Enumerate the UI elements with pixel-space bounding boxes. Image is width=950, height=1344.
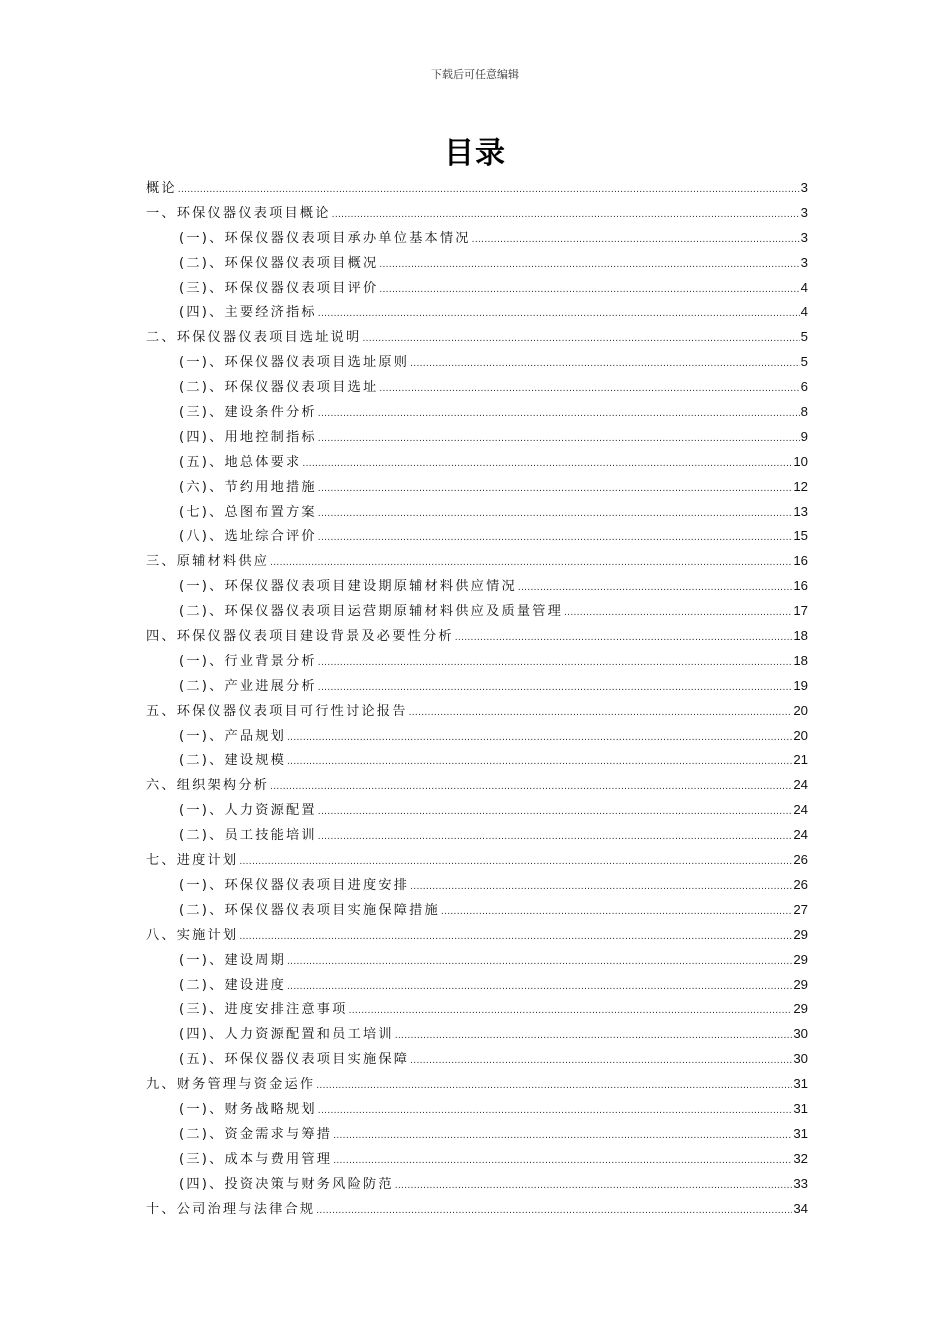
- toc-entry-label: 六、组织架构分析: [146, 778, 270, 794]
- toc-entry-label: (一)、人力资源配置: [179, 803, 317, 819]
- toc-leader-dots: [302, 452, 792, 477]
- toc-leader-dots: [318, 402, 800, 427]
- toc-leader-dots: [379, 253, 799, 278]
- toc-leader-dots: [362, 327, 799, 352]
- toc-entry-page-number: 18: [793, 628, 808, 644]
- toc-entry-page-number: 12: [793, 478, 808, 494]
- toc-entry[interactable]: [146, 848, 808, 873]
- toc-entry-label: (一)、财务战略规划: [179, 1101, 317, 1117]
- toc-entry[interactable]: [146, 549, 808, 574]
- toc-entry-page-number: 24: [793, 802, 808, 818]
- toc-entry-page-number: 24: [793, 777, 808, 793]
- toc-entry-label: (三)、建设条件分析: [179, 405, 317, 421]
- toc-entry-label: 九、财务管理与资金运作: [146, 1077, 316, 1093]
- toc-entry-label: 七、进度计划: [146, 853, 239, 869]
- toc-entry[interactable]: [146, 325, 808, 350]
- toc-leader-dots: [410, 875, 792, 900]
- toc-entry-label: 八、实施计划: [146, 927, 239, 943]
- toc-entry-page-number: 5: [800, 329, 808, 345]
- toc-entry[interactable]: [146, 1172, 808, 1197]
- toc-entry-page-number: 31: [793, 1100, 808, 1116]
- toc-leader-dots: [270, 551, 792, 576]
- toc-entry[interactable]: [146, 624, 808, 649]
- toc-entry[interactable]: [146, 1072, 808, 1097]
- toc-leader-dots: [318, 526, 793, 551]
- toc-leader-dots: [318, 302, 800, 327]
- toc-entry-page-number: 3: [800, 254, 808, 270]
- toc-entry-page-number: 13: [793, 503, 808, 519]
- toc-entry[interactable]: [146, 1047, 808, 1072]
- toc-entry[interactable]: [146, 450, 808, 475]
- toc-leader-dots: [395, 1024, 793, 1049]
- toc-leader-dots: [455, 626, 793, 651]
- toc-entry-page-number: 3: [800, 229, 808, 245]
- toc-entry-label: 二、环保仪器仪表项目选址说明: [146, 330, 362, 346]
- toc-leader-dots: [472, 228, 800, 253]
- toc-entry-label: (五)、地总体要求: [179, 454, 302, 470]
- toc-entry-page-number: 3: [800, 204, 808, 220]
- toc-entry[interactable]: [146, 699, 808, 724]
- toc-entry[interactable]: [146, 300, 808, 325]
- toc-entry-label: (二)、环保仪器仪表项目概况: [179, 255, 379, 271]
- toc-entry-page-number: 29: [793, 976, 808, 992]
- toc-entry-page-number: 27: [793, 901, 808, 917]
- toc-entry[interactable]: [146, 375, 808, 400]
- toc-entry[interactable]: [146, 898, 808, 923]
- toc-leader-dots: [270, 775, 792, 800]
- toc-entry[interactable]: [146, 649, 808, 674]
- toc-leader-dots: [318, 427, 800, 452]
- toc-entry-page-number: 29: [793, 926, 808, 942]
- toc-leader-dots: [410, 1049, 792, 1074]
- toc-entry-page-number: 29: [793, 1001, 808, 1017]
- toc-entry-label: (三)、环保仪器仪表项目评价: [179, 280, 379, 296]
- toc-entry-label: (一)、产品规划: [179, 728, 287, 744]
- toc-entry[interactable]: [146, 1122, 808, 1147]
- toc-leader-dots: [518, 576, 793, 601]
- toc-entry-label: (二)、产业进展分析: [179, 678, 317, 694]
- toc-leader-dots: [318, 651, 793, 676]
- toc-entry-label: (二)、环保仪器仪表项目选址: [179, 380, 379, 396]
- toc-entry-page-number: 21: [793, 752, 808, 768]
- toc-entry[interactable]: [146, 276, 808, 301]
- toc-entry[interactable]: [146, 1147, 808, 1172]
- toc-entry-page-number: 30: [793, 1026, 808, 1042]
- toc-entry[interactable]: [146, 997, 808, 1022]
- toc-entry[interactable]: [146, 674, 808, 699]
- toc-entry-label: (三)、成本与费用管理: [179, 1151, 333, 1167]
- toc-entry-label: (二)、环保仪器仪表项目实施保障措施: [179, 902, 440, 918]
- toc-entry-label: (一)、环保仪器仪表项目进度安排: [179, 877, 410, 893]
- toc-entry-label: (一)、建设周期: [179, 952, 287, 968]
- toc-entry-label: (六)、节约用地措施: [179, 479, 317, 495]
- toc-entry[interactable]: [146, 923, 808, 948]
- toc-entry-page-number: 3: [800, 180, 808, 195]
- toc-leader-dots: [395, 1174, 793, 1199]
- toc-entry-page-number: 33: [793, 1175, 808, 1191]
- toc-entry-page-number: 6: [800, 379, 808, 395]
- toc-entry[interactable]: [146, 599, 808, 624]
- toc-entry[interactable]: [146, 350, 808, 375]
- toc-entry[interactable]: [146, 574, 808, 599]
- toc-leader-dots: [316, 1074, 792, 1099]
- toc-entry-page-number: 30: [793, 1051, 808, 1067]
- toc-leader-dots: [379, 377, 799, 402]
- toc-leader-dots: [287, 950, 792, 975]
- toc-entry[interactable]: [146, 400, 808, 425]
- toc-entry[interactable]: [146, 823, 808, 848]
- toc-entry-page-number: 16: [793, 578, 808, 594]
- toc-entry-page-number: 26: [793, 876, 808, 892]
- toc-leader-dots: [318, 825, 793, 850]
- toc-entry-label: 三、原辅材料供应: [146, 554, 270, 570]
- toc-entry[interactable]: [146, 773, 808, 798]
- toc-entry-label: (一)、环保仪器仪表项目选址原则: [179, 355, 410, 371]
- toc-entry-label: 概论: [146, 181, 177, 196]
- toc-entry[interactable]: [146, 798, 808, 823]
- toc-leader-dots: [349, 999, 793, 1024]
- toc-entry[interactable]: [146, 1097, 808, 1122]
- toc-leader-dots: [333, 1149, 792, 1174]
- toc-entry-page-number: 31: [793, 1125, 808, 1141]
- toc-entry-page-number: 29: [793, 951, 808, 967]
- toc-entry-page-number: 20: [793, 727, 808, 743]
- toc-entry-label: (二)、建设进度: [179, 977, 287, 993]
- toc-leader-dots: [410, 352, 800, 377]
- toc-entry[interactable]: [146, 500, 808, 525]
- toc-leader-dots: [178, 178, 800, 203]
- toc-entry-label: 一、环保仪器仪表项目概论: [146, 205, 331, 221]
- toc-leader-dots: [318, 1099, 793, 1124]
- toc-entry[interactable]: [146, 201, 808, 226]
- toc-leader-dots: [333, 1124, 792, 1149]
- page-title: 目录: [444, 136, 506, 171]
- toc-entry-label: (七)、总图布置方案: [179, 504, 317, 520]
- toc-entry[interactable]: [146, 748, 808, 773]
- toc-leader-dots: [379, 278, 799, 303]
- toc-entry[interactable]: [146, 425, 808, 450]
- toc-entry-label: (一)、环保仪器仪表项目承办单位基本情况: [179, 230, 471, 246]
- toc-leader-dots: [287, 726, 792, 751]
- toc-entry-page-number: 18: [793, 652, 808, 668]
- toc-entry-label: (四)、主要经济指标: [179, 305, 317, 321]
- toc-entry-label: 五、环保仪器仪表项目可行性讨论报告: [146, 703, 408, 719]
- toc-entry-label: (三)、进度安排注意事项: [179, 1002, 348, 1018]
- toc-leader-dots: [318, 502, 793, 527]
- toc-leader-dots: [287, 975, 792, 1000]
- toc-entry-page-number: 19: [793, 677, 808, 693]
- toc-entry-label: (一)、环保仪器仪表项目建设期原辅材料供应情况: [179, 579, 517, 595]
- toc-leader-dots: [441, 900, 792, 925]
- toc-entry-page-number: 17: [793, 603, 808, 619]
- toc-entry-page-number: 10: [793, 453, 808, 469]
- toc-entry[interactable]: [146, 1197, 808, 1222]
- toc-entry-label: (一)、行业背景分析: [179, 653, 317, 669]
- toc-leader-dots: [316, 1199, 792, 1224]
- toc-leader-dots: [409, 701, 793, 726]
- toc-entry-label: 十、公司治理与法律合规: [146, 1201, 316, 1217]
- toc-entry[interactable]: [146, 176, 808, 201]
- toc-entry[interactable]: [146, 724, 808, 749]
- toc-entry-label: (四)、人力资源配置和员工培训: [179, 1027, 394, 1043]
- toc-entry-page-number: 8: [800, 404, 808, 420]
- toc-entry-page-number: 32: [793, 1150, 808, 1166]
- toc-entry-page-number: 34: [793, 1200, 808, 1216]
- toc-leader-dots: [287, 750, 792, 775]
- toc-entry[interactable]: [146, 973, 808, 998]
- toc-entry-page-number: 31: [793, 1076, 808, 1092]
- toc-entry-page-number: 15: [793, 528, 808, 544]
- toc-entry-page-number: 20: [793, 702, 808, 718]
- toc-entry-label: (二)、员工技能培训: [179, 828, 317, 844]
- toc-entry[interactable]: [146, 251, 808, 276]
- toc-entry[interactable]: [146, 475, 808, 500]
- toc-leader-dots: [564, 601, 792, 626]
- toc-entry-label: (四)、投资决策与财务风险防范: [179, 1176, 394, 1192]
- table-of-contents: [146, 176, 808, 1221]
- toc-entry-label: (八)、选址综合评价: [179, 529, 317, 545]
- toc-entry-label: (五)、环保仪器仪表项目实施保障: [179, 1052, 410, 1068]
- toc-entry[interactable]: [146, 873, 808, 898]
- toc-entry-label: (四)、用地控制指标: [179, 429, 317, 445]
- toc-entry-page-number: 16: [793, 553, 808, 569]
- page-header: 下载后可任意编辑: [431, 68, 519, 81]
- toc-entry-page-number: 26: [793, 852, 808, 868]
- toc-entry-page-number: 4: [800, 279, 808, 295]
- toc-entry-page-number: 4: [800, 304, 808, 320]
- toc-entry-label: (二)、环保仪器仪表项目运营期原辅材料供应及质量管理: [179, 604, 563, 620]
- toc-entry[interactable]: [146, 948, 808, 973]
- toc-entry-page-number: 24: [793, 827, 808, 843]
- toc-entry-page-number: 5: [800, 354, 808, 370]
- toc-entry-label: (二)、资金需求与筹措: [179, 1126, 333, 1142]
- toc-leader-dots: [239, 925, 792, 950]
- toc-leader-dots: [318, 800, 793, 825]
- toc-entry-label: 四、环保仪器仪表项目建设背景及必要性分析: [146, 629, 454, 645]
- toc-entry-label: (二)、建设规模: [179, 753, 287, 769]
- toc-entry[interactable]: [146, 1022, 808, 1047]
- toc-entry[interactable]: [146, 524, 808, 549]
- toc-leader-dots: [318, 477, 793, 502]
- toc-leader-dots: [318, 676, 793, 701]
- toc-leader-dots: [239, 850, 792, 875]
- toc-leader-dots: [332, 203, 800, 228]
- toc-entry-page-number: 9: [800, 428, 808, 444]
- toc-entry[interactable]: [146, 226, 808, 251]
